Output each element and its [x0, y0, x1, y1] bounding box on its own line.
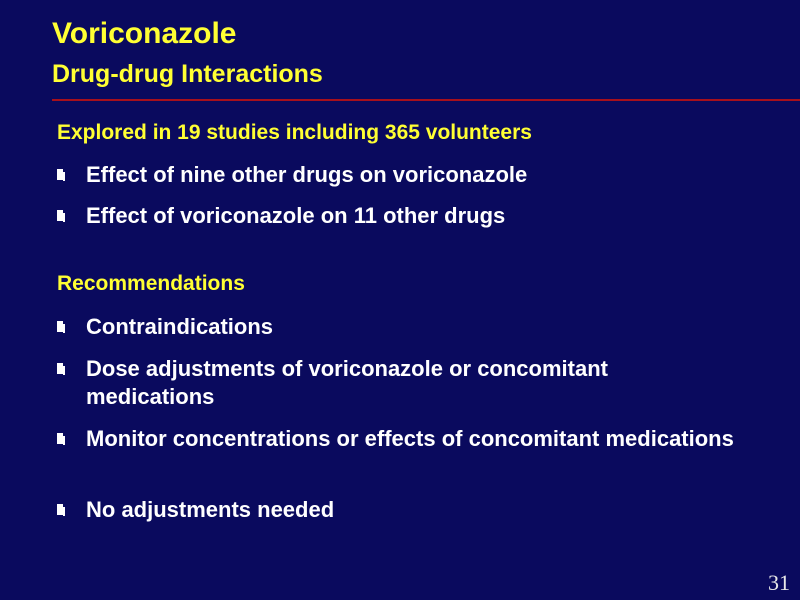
title-divider	[52, 99, 800, 101]
list-item	[57, 425, 737, 453]
list-item	[57, 496, 737, 524]
section-heading-recommendations: Recommendations	[57, 272, 245, 295]
square-bullet-icon	[57, 504, 63, 515]
page-number: 31	[768, 570, 790, 595]
square-bullet-icon	[57, 321, 63, 332]
slide-subtitle: Drug-drug Interactions	[52, 60, 323, 88]
slide-title: Voriconazole	[52, 17, 237, 50]
list-item-text: Effect of nine other drugs on voriconazole	[86, 162, 528, 187]
list-item-text: Monitor concentrations or effects of concomitant medications	[86, 426, 734, 451]
square-bullet-icon	[57, 433, 63, 444]
square-bullet-icon	[57, 363, 63, 374]
square-bullet-icon	[57, 169, 63, 180]
list-item	[57, 202, 737, 230]
section-heading-studies: Explored in 19 studies including 365 volunteers	[57, 121, 532, 144]
list-item-text: Contraindications	[86, 314, 274, 339]
list-item-text: No adjustments needed	[86, 497, 335, 522]
list-item	[57, 161, 737, 189]
list-item	[57, 355, 737, 411]
list-item	[57, 313, 737, 341]
list-item-text: Dose adjustments of voriconazole or concomitant medications	[86, 356, 608, 409]
list-item-text: Effect of voriconazole on 11 other drugs	[86, 203, 506, 228]
square-bullet-icon	[57, 210, 63, 221]
